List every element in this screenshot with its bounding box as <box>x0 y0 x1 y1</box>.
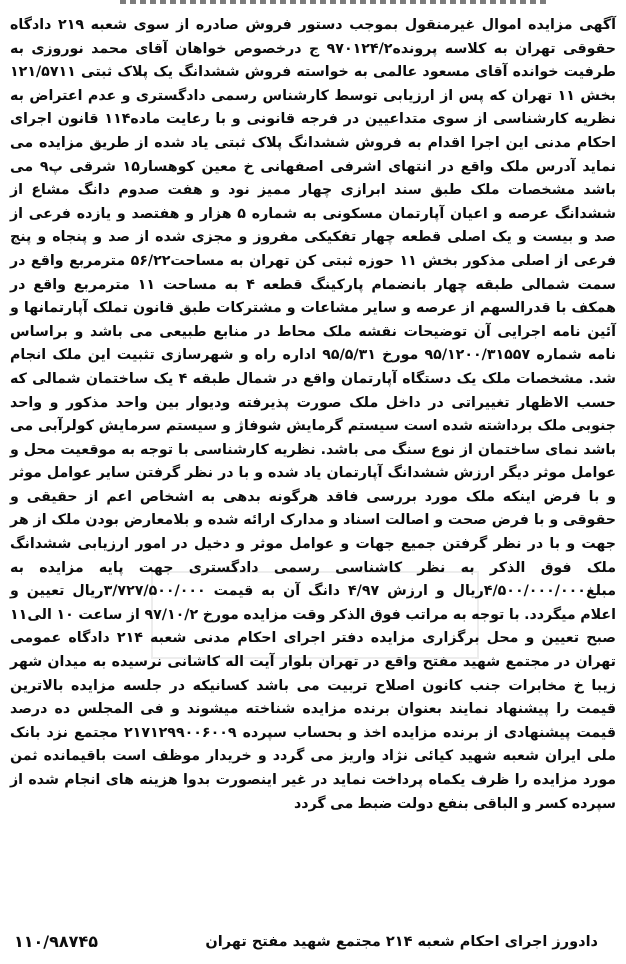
notice-code: ۱۱۰/۹۸۷۴۵ <box>14 932 98 951</box>
auction-notice-body: آگهی مزایده اموال غیرمنقول بموجب دستور فروش صادره از سوی شعبه ۲۱۹ دادگاه حقوقی تهران به کلاسه پرونده۹۷۰۱۲۴/۲ ج درخصوص خواهان آقای محمد نوروزی به طرفیت خوانده آقای مسعود عالمی به خواسته فروش ششدانگ یک پلاک ثبتی ۱۲۱/۵۷۱۱ بخش ۱۱ تهران که پس از ارزیابی توسط کارشناس رسمی دادگستری و عدم اعتراض به نظریه کارشناسی از سوی متداعیین در فرجه قانونی و با رعایت ماده۱۱۴ قانون اجرای احکام مدنی این اجرا اقدام به فروش ششدانگ پلاک ثبتی یاد شده از طریق مزایده می نماید آدرس ملک واقع در انتهای اشرفی اصفهانی خ معین کوهسار۱۵ شرقی پ۹ می باشد مشخصات ملک طبق سند ابرازی چهار ممیز نود و هفت صدوم دانگ مشاع از ششدانگ عرصه و اعیان آپارتمان مسکونی به شماره ۵ هزار و هفتصد و یازده فرعی از صد و بیست و یک اصلی قطعه چهار تفکیکی مفروز و مجزی شده از صد و پنجاه و پنج فرعی از اصلی مذکور بخش ۱۱ حوزه ثبتی کن تهران به مساحت۵۶/۲۲ مترمربع واقع در سمت شمالی طبقه چهار بانضمام پارکینگ قطعه ۴ به مساحت ۱۱ مترمربع واقع در همکف با قدرالسهم از عرصه و سایر مشاعات و مشترکات طبق قانون تملک آپارتمانها و آئین نامه اجرایی آن توضیحات نقشه ملک محاط در منابع طبیعی می باشد و براساس نامه شماره ۹۵/۱۲۰۰/۳۱۵۵۷ مورخ ۹۵/۵/۳۱ اداره راه و شهرسازی تثبیت این ملک انجام شد. مشخصات ملک یک دستگاه آپارتمان واقع در شمال طبقه ۴ یک ساختمان شمالی که حسب الاظهار تغییراتی در داخل ملک صورت پذیرفته ودیوار بین واحد مذکور و واحد جنوبی ملک برداشته شده است سیستم گرمایش شوفاژ و سیستم سرمایش کولرآبی می باشد نمای ساختمان از نوع سنگ می باشد. نظریه کارشناسی با توجه به موقعیت محل و عوامل موثر دیگر ارزش ششدانگ آپارتمان یاد شده و با در نظر گرفتن سایر عوامل موثر و با فرض اینکه ملک مورد بررسی فاقد هرگونه بدهی به اشخاص اعم از حقیقی و حقوقی و با فرض صحت و اصالت اسناد و مدارک ارائه شده و بلامعارض بودن ملک از هر جهت و با در نظر گرفتن جمیع جهات و عوامل موثر و دخیل در امور ارزیابی ششدانگ ملک فوق الذکر به نظر کاشناسی رسمی دادگستری جهت پایه مزایده به مبلغ۴/۵۰۰/۰۰۰/۰۰۰ریال و ارزش ۴/۹۷ دانگ آن به قیمت ۳/۷۲۷/۵۰۰/۰۰۰ریال تعیین و اعلام میگردد. با توجه به مراتب فوق الذکر وقت مزایده مورخ ۹۷/۱۰/۲ از ساعت ۱۰ الی۱۱ صبح تعیین و محل برگزاری مزایده دفتر اجرای احکام مدنی شعبه ۲۱۴ دادگاه عمومی تهران در مجتمع شهید مفتح واقع در تهران بلوار آیت اله کاشانی نرسیده به میدان شهر زیبا خ مخابرات جنب کانون اصلاح تربیت می باشد کسانیکه در جلسه مزایده بالاترین قیمت را پیشنهاد نمایند بعنوان برنده مزایده شناخته میشوند و فی المجلس ده درصد قیمت پیشنهادی از برنده مزایده اخذ و بحساب سپرده ۲۱۷۱۲۹۹۰۰۶۰۰۹ مجتمع نزد بانک ملی ایران شعبه شهید کیائی نژاد واریز می گردد و خریدار موظف است باقیمانده ثمن مورد مزایده را ظرف یکماه پرداخت نماید در غیر اینصورت بدوا هزینه های انجام شده از سپرده کسر و الباقی بنفع دولت ضبط می گردد <box>10 17 617 812</box>
torn-top-edge <box>0 0 626 10</box>
issuer-signature-line: دادورز اجرای احکام شعبه ۲۱۴ مجتمع شهید مفتح تهران <box>205 934 598 950</box>
notice-footer <box>10 930 616 954</box>
